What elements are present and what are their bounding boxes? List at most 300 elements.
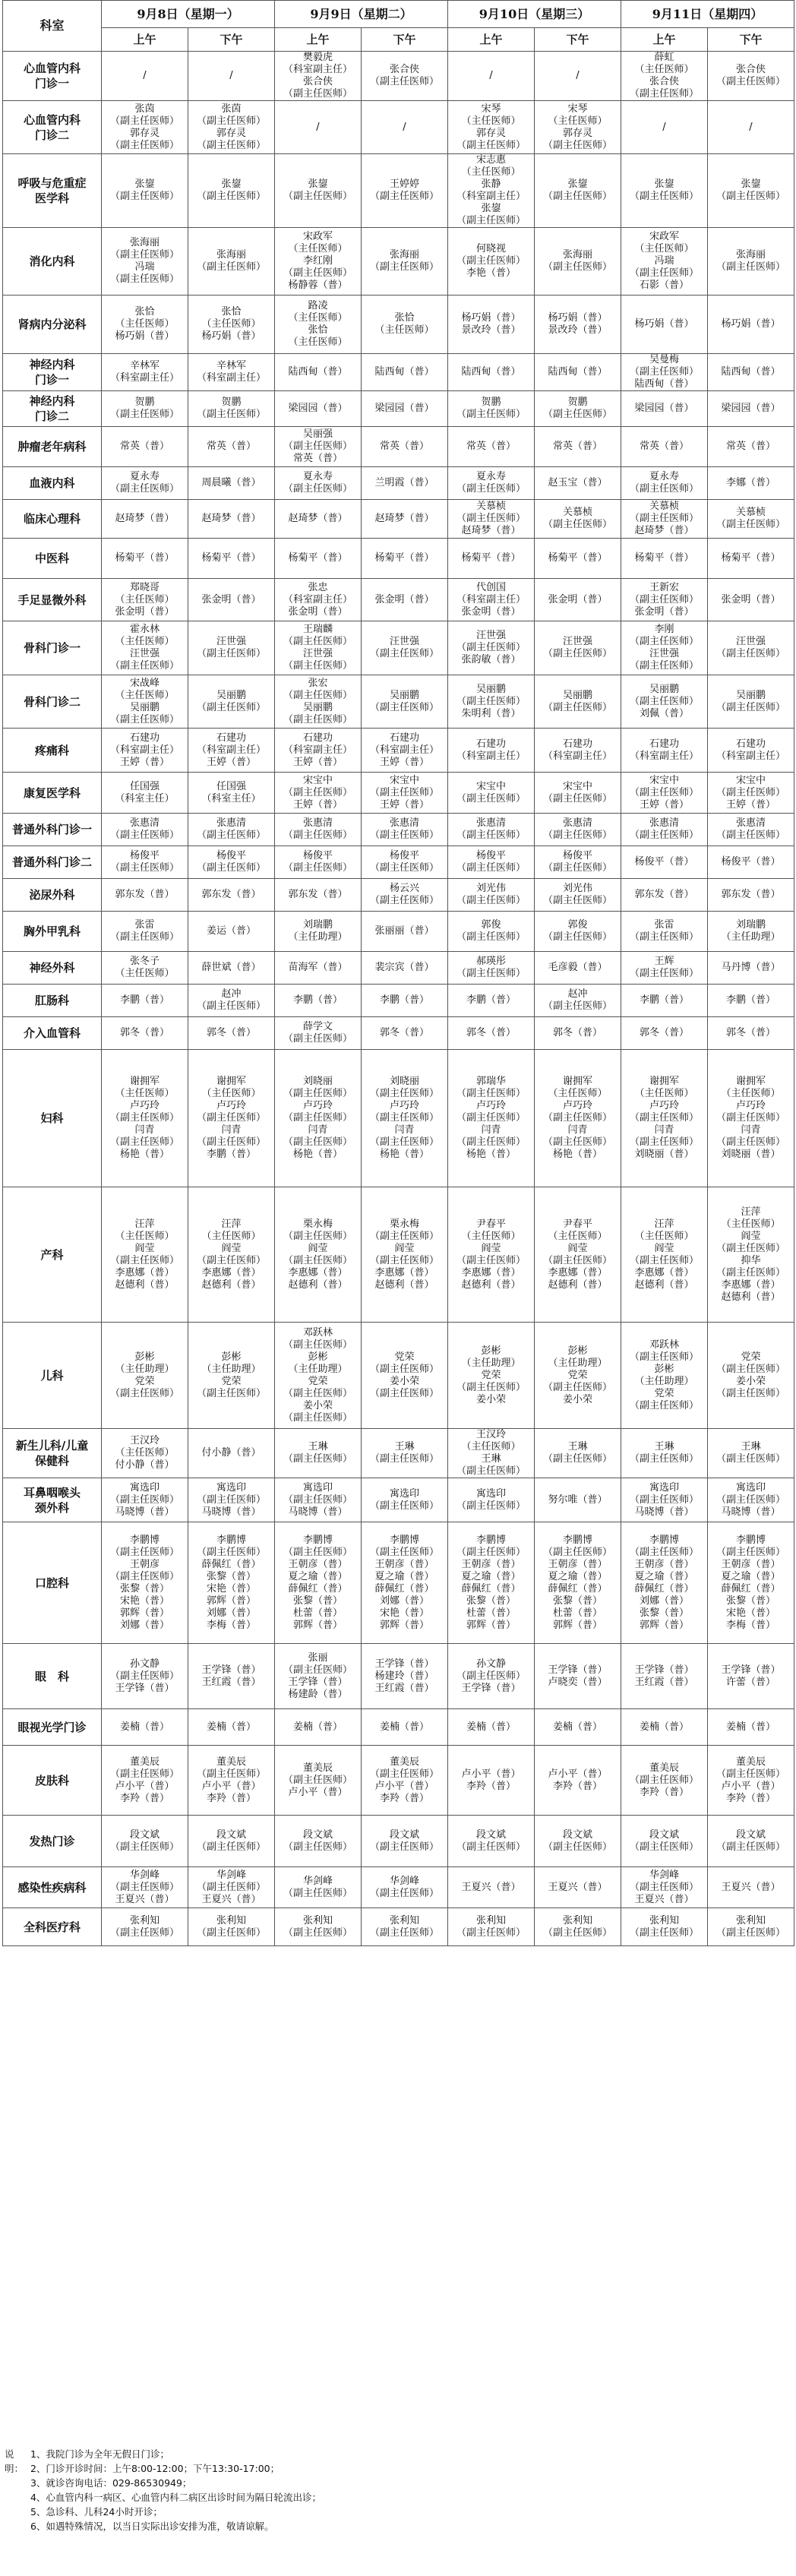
schedule-cell: 郭冬（普） [188,1017,275,1050]
schedule-cell: 吴曼梅 （副主任医师） 陆西甸（普） [621,354,708,391]
schedule-cell: 王学锋（普） 王红霞（普） [188,1644,275,1709]
schedule-cell: 赵琦梦（普） [362,500,448,539]
schedule-cell: 张利知 （副主任医师） [708,1908,794,1946]
table-row [3,1017,794,1050]
table-row [3,621,794,675]
table-row [3,500,794,539]
schedule-cell: 杨巧娟（普） 景改玲（普） [535,296,621,354]
schedule-cell: 郭东发（普） [188,879,275,912]
schedule-cell: 张利知 （副主任医师） [188,1908,275,1946]
schedule-cell: 陆西甸（普） [362,354,448,391]
schedule-cell: 张丽丽（普） [362,912,448,952]
schedule-cell: 郭冬（普） [102,1017,188,1050]
schedule-cell: 华剑峰 （副主任医师） 王夏兴（普） [188,1867,275,1908]
schedule-cell: 陆西甸（普） [708,354,794,391]
schedule-cell: 赵玉宝（普） [535,467,621,500]
schedule-cell: 李鹏博 （副主任医师） 王朝彦（普） 夏之瑜（普） 薛佩红（普） 张黎（普） 杜蕾（普） 郭辉（普） [275,1522,362,1644]
dept-name: 肛肠科 [3,985,102,1017]
schedule-cell: 张茵 （副主任医师） 郭存灵 （副主任医师） [188,101,275,154]
dept-name: 手足显微外科 [3,579,102,621]
schedule-cell: 贺鹏 （副主任医师） [535,391,621,427]
schedule-cell: 杨巧娟（普） [708,296,794,354]
schedule-cell: 石建功 （科室副主任） 王婷（普） [188,729,275,773]
dept-name: 心血管内科 门诊二 [3,101,102,154]
schedule-cell: 张惠清 （副主任医师） [448,814,535,846]
schedule-cell: 谢拥军 （主任医师） 卢巧玲 （副主任医师） 闫青 （副主任医师） 刘晓丽（普） [708,1050,794,1187]
schedule-cell: 周晨曦（普） [188,467,275,500]
schedule-cell: 宋政军 （主任医师） 李红刚 （副主任医师） 杨静蓉（普） [275,228,362,296]
schedule-cell: 张雷 （副主任医师） [621,912,708,952]
schedule-cell: 华剑峰 （副主任医师） 王夏兴（普） [102,1867,188,1908]
schedule-cell: 张鋆 （副主任医师） [188,154,275,228]
schedule-cell: 霍永林 （主任医师） 汪世强 （副主任医师） [102,621,188,675]
schedule-cell: 寓选印 （副主任医师） [362,1478,448,1522]
table-row [3,985,794,1017]
schedule-cell: 杨菊平（普） [188,539,275,579]
table-row [3,101,794,154]
table-row [3,1867,794,1908]
schedule-cell: 杨俊平 （副主任医师） [535,846,621,879]
schedule-cell: 孙文静 （副主任医师） 王学锋（普） [102,1644,188,1709]
schedule-cell: 郭俊 （副主任医师） [535,912,621,952]
schedule-cell: 张冬子 （主任医师） [102,952,188,985]
schedule-cell: 薛学文 （副主任医师） [275,1017,362,1050]
schedule-cell: 董美辰 （副主任医师） 卢小平（普） 李羚（普） [102,1746,188,1816]
schedule-cell: 李娜（普） [708,467,794,500]
schedule-cell: 郭冬（普） [448,1017,535,1050]
schedule-cell: 夏永寿 （副主任医师） [448,467,535,500]
pm-header: 下午 [535,28,621,52]
schedule-cell: 彭彬 （主任助理） 党荣 （副主任医师） [102,1323,188,1429]
schedule-cell: 李鹏（普） [102,985,188,1017]
schedule-body [3,52,794,1946]
schedule-cell: 张鋆 （副主任医师） [275,154,362,228]
schedule-cell: 吴丽鹏 （副主任医师） [188,675,275,729]
schedule-cell: 邓跃林 （副主任医师） 彭彬 （主任助理） 党荣 （副主任医师） [621,1323,708,1429]
table-row [3,354,794,391]
dept-name: 疼痛科 [3,729,102,773]
schedule-cell: 姜楠（普） [102,1709,188,1746]
notes-section [5,2447,787,2533]
schedule-cell: 刘晓丽 （副主任医师） 卢巧玲 （副主任医师） 闫青 （副主任医师） 杨艳（普） [362,1050,448,1187]
am-header: 上午 [621,28,708,52]
schedule-cell: 谢拥军 （主任医师） 卢巧玲 （副主任医师） 闫青 （副主任医师） 杨艳（普） [535,1050,621,1187]
note-line: 5、急诊科、儿科24小时开诊； [30,2506,163,2518]
schedule-cell: 马丹博（普） [708,952,794,985]
table-row [3,1429,794,1478]
schedule-cell: 吴丽鹏 （副主任医师） [535,675,621,729]
schedule-cell: 郭冬（普） [535,1017,621,1050]
day-header: 9月11日（星期四） [621,1,794,28]
schedule-cell: 彭彬 （主任助理） 党荣 （副主任医师） [188,1323,275,1429]
schedule-cell: 常英（普） [535,427,621,467]
schedule-cell: 华剑峰 （副主任医师） [362,1867,448,1908]
schedule-cell: 郭俊 （副主任医师） [448,912,535,952]
schedule-cell: 刘晓丽 （副主任医师） 卢巧玲 （副主任医师） 闫青 （副主任医师） 杨艳（普） [275,1050,362,1187]
schedule-cell: 杨俊平（普） [708,846,794,879]
dept-name: 泌尿外科 [3,879,102,912]
dept-name: 普通外科门诊二 [3,846,102,879]
schedule-cell: 辛林军 （科室副主任） [188,354,275,391]
schedule-cell: 刘光伟 （副主任医师） [535,879,621,912]
table-row [3,1323,794,1429]
schedule-cell: 路凌 （主任医师） 张恰 （主任医师） [275,296,362,354]
schedule-cell: 姜楠（普） [708,1709,794,1746]
dept-name: 呼吸与危重症 医学科 [3,154,102,228]
schedule-cell: 段文斌 （副主任医师） [275,1816,362,1867]
note-line: 1、我院门诊为全年无假日门诊； [30,2448,169,2460]
schedule-cell: 赵琦梦（普） [275,500,362,539]
schedule-cell: 栗永梅 （副主任医师） 阎莹 （副主任医师） 李惠娜（普） 赵德利（普） [275,1187,362,1323]
day-header: 9月9日（星期二） [275,1,448,28]
dept-name: 神经内科 门诊一 [3,354,102,391]
schedule-cell: / [448,52,535,101]
schedule-cell: 张惠清 （副主任医师） [362,814,448,846]
schedule-cell: 郭东发（普） [708,879,794,912]
am-header: 上午 [102,28,188,52]
schedule-cell: 梁园园（普） [275,391,362,427]
schedule-cell: 张恰 （主任医师） 杨巧娟（普） [188,296,275,354]
schedule-cell: 陆西甸（普） [535,354,621,391]
am-header: 上午 [448,28,535,52]
schedule-cell: 吴丽鹏 （副主任医师） [362,675,448,729]
schedule-cell: 段文斌 （副主任医师） [448,1816,535,1867]
dept-name: 皮肤科 [3,1746,102,1816]
schedule-cell: 段文斌 （副主任医师） [188,1816,275,1867]
schedule-cell: 赵琦梦（普） [188,500,275,539]
table-row [3,228,794,296]
schedule-cell: 杨俊平 （副主任医师） [275,846,362,879]
schedule-cell: 宋政军 （主任医师） 冯瑞 （副主任医师） 石影（普） [621,228,708,296]
schedule-cell: 张金明（普） [535,579,621,621]
schedule-cell: 郭东发（普） [621,879,708,912]
schedule-cell: 刘瑞鹏 （主任助理） [708,912,794,952]
schedule-cell: 张利知 （副主任医师） [621,1908,708,1946]
dept-name: 骨科门诊一 [3,621,102,675]
table-row [3,579,794,621]
dept-name: 口腔科 [3,1522,102,1644]
table-row [3,912,794,952]
schedule-cell: 宋宝中 （副主任医师） [448,773,535,814]
schedule-cell: 段文斌 （副主任医师） [535,1816,621,1867]
schedule-cell: 华剑峰 （副主任医师） [275,1867,362,1908]
schedule-cell: 梁园园（普） [708,391,794,427]
schedule-cell: 毛彦毅（普） [535,952,621,985]
schedule-cell: 张惠清 （副主任医师） [188,814,275,846]
schedule-cell: 夏永寿 （副主任医师） [275,467,362,500]
schedule-cell: 郭冬（普） [708,1017,794,1050]
schedule-cell: 李鹏博 （副主任医师） 王朝彦（普） 夏之瑜（普） 薛佩红（普） 张黎（普） 杜蕾（普） 郭辉（普） [535,1522,621,1644]
schedule-cell: 杨菊平（普） [102,539,188,579]
schedule-cell: 王夏兴（普） [708,1867,794,1908]
dept-name: 感染性疾病科 [3,1867,102,1908]
schedule-cell: 汪世强 （副主任医师） 张韵敏（普） [448,621,535,675]
schedule-cell: 彭彬 （主任助理） 党荣 （副主任医师） 姜小荣 [535,1323,621,1429]
schedule-cell: 姜楠（普） [362,1709,448,1746]
schedule-cell: 常英（普） [102,427,188,467]
schedule-cell: 尹春平 （主任医师） 阎莹 （副主任医师） 李惠娜（普） 赵德利（普） [535,1187,621,1323]
header-period-row [3,28,794,52]
schedule-cell: 张惠清 （副主任医师） [275,814,362,846]
schedule-cell: / [188,52,275,101]
schedule-cell: 宋志惠 （主任医师） 张静 （科室副主任） 张鋆 （副主任医师） [448,154,535,228]
schedule-cell: 张惠清 （副主任医师） [708,814,794,846]
schedule-cell: 刘瑞鹏 （主任助理） [275,912,362,952]
dept-name: 儿科 [3,1323,102,1429]
schedule-cell: 王学锋（普） 杨建玲（普） 王红霞（普） [362,1644,448,1709]
schedule-cell: 李鹏博 （副主任医师） 王朝彦（普） 夏之瑜（普） 薛佩红（普） 张黎（普） 杜蕾（普） 郭辉（普） [448,1522,535,1644]
schedule-cell: 张茵 （副主任医师） 郭存灵 （副主任医师） [102,101,188,154]
schedule-cell: 郑晓哥 （主任医师） 张金明（普） [102,579,188,621]
schedule-cell: 张恰 （主任医师） [362,296,448,354]
table-row [3,879,794,912]
schedule-cell: 张金明（普） [708,579,794,621]
schedule-cell: 李鹏（普） [448,985,535,1017]
schedule-cell: 李鹏（普） [708,985,794,1017]
schedule-cell: 王夏兴（普） [535,1867,621,1908]
notes-lines [30,2447,321,2533]
note-line: 3、就诊咨询电话：029-86530949； [30,2477,192,2489]
schedule-cell: 张忠 （科室副主任） 张金明（普） [275,579,362,621]
dept-name: 神经内科 门诊二 [3,391,102,427]
table-row [3,1050,794,1187]
schedule-cell: 董美辰 （副主任医师） 卢小平（普） 李羚（普） [362,1746,448,1816]
schedule-cell: 王辉 （副主任医师） [621,952,708,985]
header-days-row [3,1,794,28]
schedule-cell: 刘光伟 （副主任医师） [448,879,535,912]
schedule-cell: 董美辰 （副主任医师） 卢小平（普） 李羚（普） [188,1746,275,1816]
schedule-cell: 谢拥军 （主任医师） 卢巧玲 （副主任医师） 闫青 （副主任医师） 杨艳（普） [102,1050,188,1187]
schedule-cell: 吴丽鹏 （副主任医师） 朱明利（普） [448,675,535,729]
schedule-cell: 张利知 （副主任医师） [275,1908,362,1946]
table-row [3,1522,794,1644]
dept-name: 妇科 [3,1050,102,1187]
note-line: 6、如遇特殊情况，以当日实际出诊安排为准，敬请谅解。 [30,2521,274,2532]
schedule-cell: 关慕桢 （副主任医师） 赵琦梦（普） [448,500,535,539]
schedule-cell: 张海丽 （副主任医师） [362,228,448,296]
schedule-cell: 杨菊平（普） [621,539,708,579]
schedule-cell: 华剑峰 （副主任医师） 王夏兴（普） [621,1867,708,1908]
schedule-cell: 薛世斌（普） [188,952,275,985]
schedule-cell: 薛虹 （主任医师） 张合侠 （副主任医师） [621,52,708,101]
schedule-cell: 姜楠（普） [448,1709,535,1746]
schedule-cell: 王汉玲 （主任医师） 王琳 （副主任医师） [448,1429,535,1478]
schedule-cell: 常英（普） [708,427,794,467]
schedule-cell: 栗永梅 （副主任医师） 阎莹 （副主任医师） 李惠娜（普） 赵德利（普） [362,1187,448,1323]
schedule-cell: 张丽 （副主任医师） 王学锋（普） 杨建龄（普） [275,1644,362,1709]
table-row [3,846,794,879]
schedule-cell: 郭东发（普） [275,879,362,912]
schedule-cell: 张金明（普） [188,579,275,621]
schedule-cell: 梁园园（普） [362,391,448,427]
schedule-cell: 宋琴 （主任医师） 郭存灵 （副主任医师） [535,101,621,154]
schedule-cell: 党荣 （副主任医师） 姜小荣 （副主任医师） [708,1323,794,1429]
schedule-cell: 张合侠 （副主任医师） [708,52,794,101]
schedule-cell: 辛林军 （科室副主任） [102,354,188,391]
schedule-cell: 杨菊平（普） [362,539,448,579]
table-row [3,391,794,427]
schedule-cell: 赵琦梦（普） [102,500,188,539]
dept-name: 神经外科 [3,952,102,985]
schedule-cell: 汪萍 （主任医师） 阎莹 （副主任医师） 李惠娜（普） 赵德利（普） [102,1187,188,1323]
schedule-cell: 杨俊平 （副主任医师） [102,846,188,879]
schedule-cell: 张鋆 （副主任医师） [102,154,188,228]
schedule-cell: 谢拥军 （主任医师） 卢巧玲 （副主任医师） 闫青 （副主任医师） 刘晓丽（普） [621,1050,708,1187]
schedule-cell: 李鹏博 （副主任医师） 王朝彦 （副主任医师） 张黎（普） 宋艳（普） 郭辉（普） 刘娜（普） [102,1522,188,1644]
schedule-cell: 张金明（普） [362,579,448,621]
schedule-cell: 任国强 （科室主任） [188,773,275,814]
schedule-cell: 宋战峰 （主任医师） 吴丽鹏 （副主任医师） [102,675,188,729]
schedule-cell: 张利知 （副主任医师） [362,1908,448,1946]
schedule-cell: 张鋆 （副主任医师） [708,154,794,228]
dept-name: 介入血管科 [3,1017,102,1050]
table-row [3,52,794,101]
schedule-cell: 石建功 （科室副主任） [708,729,794,773]
schedule-cell: 谢拥军 （主任医师） 卢巧玲 （副主任医师） 闫青 （副主任医师） 李鹏（普） [188,1050,275,1187]
note-line: 2、门诊开诊时间：上午8:00-12:00；下午13:30-17:00； [30,2463,280,2474]
schedule-cell: 王婷婷 （副主任医师） [362,154,448,228]
schedule-cell: 邓跃林 （副主任医师） 彭彬 （主任助理） 党荣 （副主任医师） 姜小荣 （副主任医师） [275,1323,362,1429]
schedule-cell: 王夏兴（普） [448,1867,535,1908]
note-line: 4、心血管内科一病区、心血管内科二病区出诊时间为隔日轮流出诊； [30,2492,321,2503]
schedule-cell: 何晓视 （副主任医师） 李艳（普） [448,228,535,296]
schedule-cell: 杨云兴 （副主任医师） [362,879,448,912]
schedule-cell: 张利知 （副主任医师） [102,1908,188,1946]
table-row [3,427,794,467]
schedule-cell: 郭冬（普） [621,1017,708,1050]
schedule-cell: 王琳 （副主任医师） [708,1429,794,1478]
schedule-cell: 段文斌 （副主任医师） [621,1816,708,1867]
schedule-cell: 关慕桢 （副主任医师） [535,500,621,539]
schedule-cell: 董美辰 （副主任医师） 卢小平（普） 李羚（普） [708,1746,794,1816]
dept-name: 心血管内科 门诊一 [3,52,102,101]
schedule-cell: 常英（普） [188,427,275,467]
schedule-cell: 石建功 （科室副主任） 王婷（普） [275,729,362,773]
schedule-cell: 张鋆 （副主任医师） [535,154,621,228]
schedule-cell: 王琳 （副主任医师） [535,1429,621,1478]
pm-header: 下午 [362,28,448,52]
schedule-cell: 杨菊平（普） [275,539,362,579]
schedule-cell: 吴丽鹏 （副主任医师） 刘佩（普） [621,675,708,729]
table-row [3,1908,794,1946]
schedule-cell: 李鹏博 （副主任医师） 王朝彦（普） 夏之瑜（普） 薛佩红（普） 刘娜（普） 宋艳（普） 郭辉（普） [362,1522,448,1644]
schedule-cell: 宋琴 （主任医师） 郭存灵 （副主任医师） [448,101,535,154]
dept-name: 新生儿科/儿童 保健科 [3,1429,102,1478]
schedule-cell: 姜楠（普） [275,1709,362,1746]
dept-name: 骨科门诊二 [3,675,102,729]
schedule-cell: 常英（普） [362,427,448,467]
schedule-cell: 张利知 （副主任医师） [448,1908,535,1946]
schedule-cell: / [102,52,188,101]
pm-header: 下午 [708,28,794,52]
schedule-cell: 常英（普） [448,427,535,467]
schedule-cell: 杨菊平（普） [708,539,794,579]
schedule-cell: 姜运（普） [188,912,275,952]
dept-name: 消化内科 [3,228,102,296]
schedule-cell: 石建功 （科室副主任） [621,729,708,773]
day-header: 9月10日（星期三） [448,1,621,28]
pm-header: 下午 [188,28,275,52]
dept-name: 产科 [3,1187,102,1323]
schedule-cell: / [708,101,794,154]
table-row [3,952,794,985]
table-row [3,539,794,579]
schedule-cell: 寓选印 （副主任医师） 马晓博（普） [188,1478,275,1522]
dept-name: 耳鼻咽喉头 颈外科 [3,1478,102,1522]
schedule-cell: 张惠清 （副主任医师） [535,814,621,846]
schedule-cell: 姜楠（普） [621,1709,708,1746]
table-row [3,1187,794,1323]
schedule-cell: 李鹏（普） [275,985,362,1017]
schedule-cell: 卢小平（普） 李羚（普） [448,1746,535,1816]
schedule-cell: 宋宝中 （副主任医师） 王婷（普） [621,773,708,814]
dept-name: 肿瘤老年病科 [3,427,102,467]
am-header: 上午 [275,28,362,52]
schedule-cell: 郭冬（普） [362,1017,448,1050]
schedule-cell: 王琳 （副主任医师） [621,1429,708,1478]
schedule-cell: 陆西甸（普） [448,354,535,391]
schedule-cell: 尹春平 （主任医师） 阎莹 （副主任医师） 李惠娜（普） 赵德利（普） [448,1187,535,1323]
schedule-cell: 张恰 （主任医师） 杨巧娟（普） [102,296,188,354]
dept-name: 眼 科 [3,1644,102,1709]
schedule-cell: 关慕桢 （副主任医师） 赵琦梦（普） [621,500,708,539]
schedule-cell: 董美辰 （副主任医师） 卢小平（普） [275,1746,362,1816]
schedule-cell: 汪萍 （主任医师） 阎莹 （副主任医师） 李惠娜（普） 赵德利（普） [621,1187,708,1323]
schedule-cell: 汪世强 （副主任医师） [708,621,794,675]
dept-name: 普通外科门诊一 [3,814,102,846]
schedule-cell: 郭瑞华 （副主任医师） 卢巧玲 （副主任医师） 闫青 （副主任医师） 杨艳（普） [448,1050,535,1187]
table-row [3,729,794,773]
schedule-cell: 石建功 （科室副主任） 王婷（普） [102,729,188,773]
table-row [3,467,794,500]
schedule-cell: 姜楠（普） [535,1709,621,1746]
dept-name: 眼视光学门诊 [3,1709,102,1746]
schedule-cell: 李鹏博 （副主任医师） 薛佩红（普） 张黎（普） 宋艳（普） 郭辉（普） 刘娜（普） 李梅（普） [188,1522,275,1644]
schedule-cell: 段文斌 （副主任医师） [102,1816,188,1867]
schedule-cell: 张惠清 （副主任医师） [102,814,188,846]
schedule-cell: 石建功 （科室副主任） 王婷（普） [362,729,448,773]
dept-header: 科室 [3,1,102,52]
schedule-cell: 张海丽 （副主任医师） 冯瑞 （副主任医师） [102,228,188,296]
schedule-cell: / [621,101,708,154]
schedule-cell: 王学锋（普） 许蕾（普） [708,1644,794,1709]
table-row [3,1478,794,1522]
schedule-cell: / [362,101,448,154]
dept-name: 血液内科 [3,467,102,500]
schedule-cell: 石建功 （科室副主任） [535,729,621,773]
schedule-cell: 梁园园（普） [621,391,708,427]
schedule-cell: 杨俊平 （副主任医师） [448,846,535,879]
schedule-cell: 杨巧娟（普） [621,296,708,354]
dept-name: 临床心理科 [3,500,102,539]
schedule-cell: 常英（普） [621,427,708,467]
schedule-cell: 张利知 （副主任医师） [535,1908,621,1946]
schedule-cell: / [535,52,621,101]
schedule-cell: 王新宏 （副主任医师） 张金明（普） [621,579,708,621]
schedule-cell: 苗海军（普） [275,952,362,985]
schedule-cell: 寓选印 （副主任医师） 马晓博（普） [708,1478,794,1522]
schedule-cell: 张合侠 （副主任医师） [362,52,448,101]
schedule-cell: 张鋆 （副主任医师） [621,154,708,228]
schedule-cell: 段文斌 （副主任医师） [708,1816,794,1867]
schedule-cell: 李鹏（普） [621,985,708,1017]
schedule-cell: 贺鹏 （副主任医师） [102,391,188,427]
schedule-cell: 党荣 （副主任医师） 姜小荣 （副主任医师） [362,1323,448,1429]
schedule-cell: 王学锋（普） 卢晓奕（普） [535,1644,621,1709]
schedule-cell: 汪萍 （主任医师） 阎莹 （副主任医师） 抑华 （副主任医师） 李惠娜（普） 赵德利（普） [708,1187,794,1323]
schedule-cell: 杨菊平（普） [448,539,535,579]
day-header: 9月8日（星期一） [102,1,275,28]
